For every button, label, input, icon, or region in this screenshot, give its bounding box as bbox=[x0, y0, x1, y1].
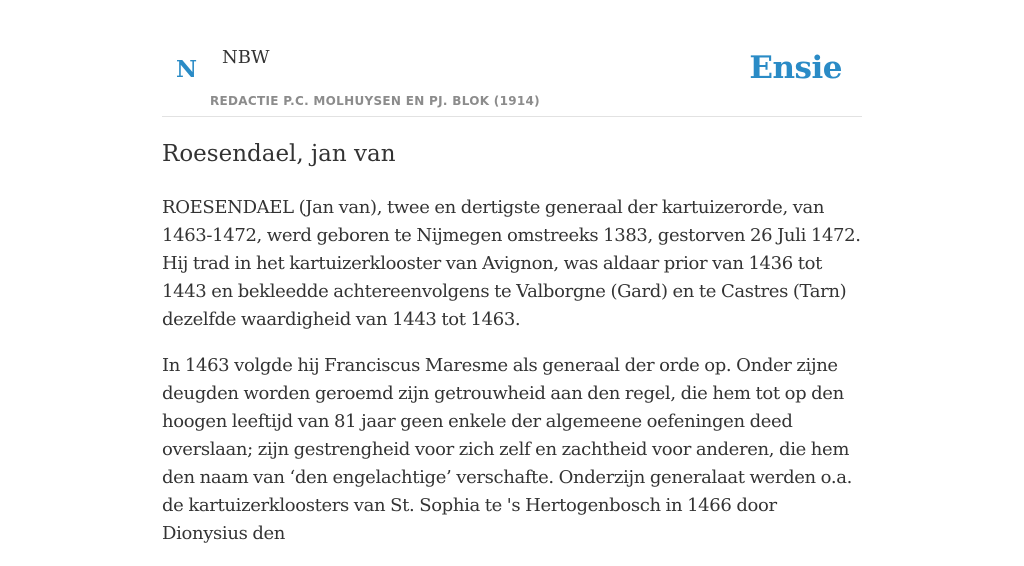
source-logo[interactable]: N bbox=[176, 56, 198, 83]
source-header bbox=[162, 0, 862, 117]
article bbox=[162, 138, 862, 566]
source-subtitle: REDACTIE P.C. MOLHUYSEN EN PJ. BLOK (1914) bbox=[210, 94, 540, 108]
source-name-link[interactable]: NBW bbox=[222, 47, 270, 68]
article-paragraph: In 1463 volgde hij Franciscus Maresme als generaal der orde op. Onder zijne deugden worden geroemd zijn getrouwheid aan den regel, die hem tot op den hoogen leeftijd van 81 jaar geen enkele der algemeene oefeningen deed overslaan; zijn gestrengheid voor zich zelf en zachtheid voor anderen, die hem den naam van ‘den engelachtige’ verschafte. Onderzijn generalaat werden o.a. de kartuizerkloosters van St. Sophia te 's Hertogenbosch in 1466 door Dionysius den bbox=[162, 355, 852, 544]
article-paragraph: ROESENDAEL (Jan van), twee en dertigste generaal der kartuizerorde, van 1463-1472, werd geboren te Nijmegen omstreeks 1383, gestorven 26 Juli 1472. Hij trad in het kartuizerklooster van Avignon, was aldaar prior van 1436 tot 1443 en bekleedde achtereenvolgens te Valborgne (Gard) en te Castres (Tarn) dezelfde waardigheid van 1443 tot 1463. bbox=[162, 197, 861, 330]
article-title: Roesendael, jan van bbox=[162, 141, 396, 167]
ensie-logo-link[interactable]: Ensie bbox=[749, 50, 842, 86]
